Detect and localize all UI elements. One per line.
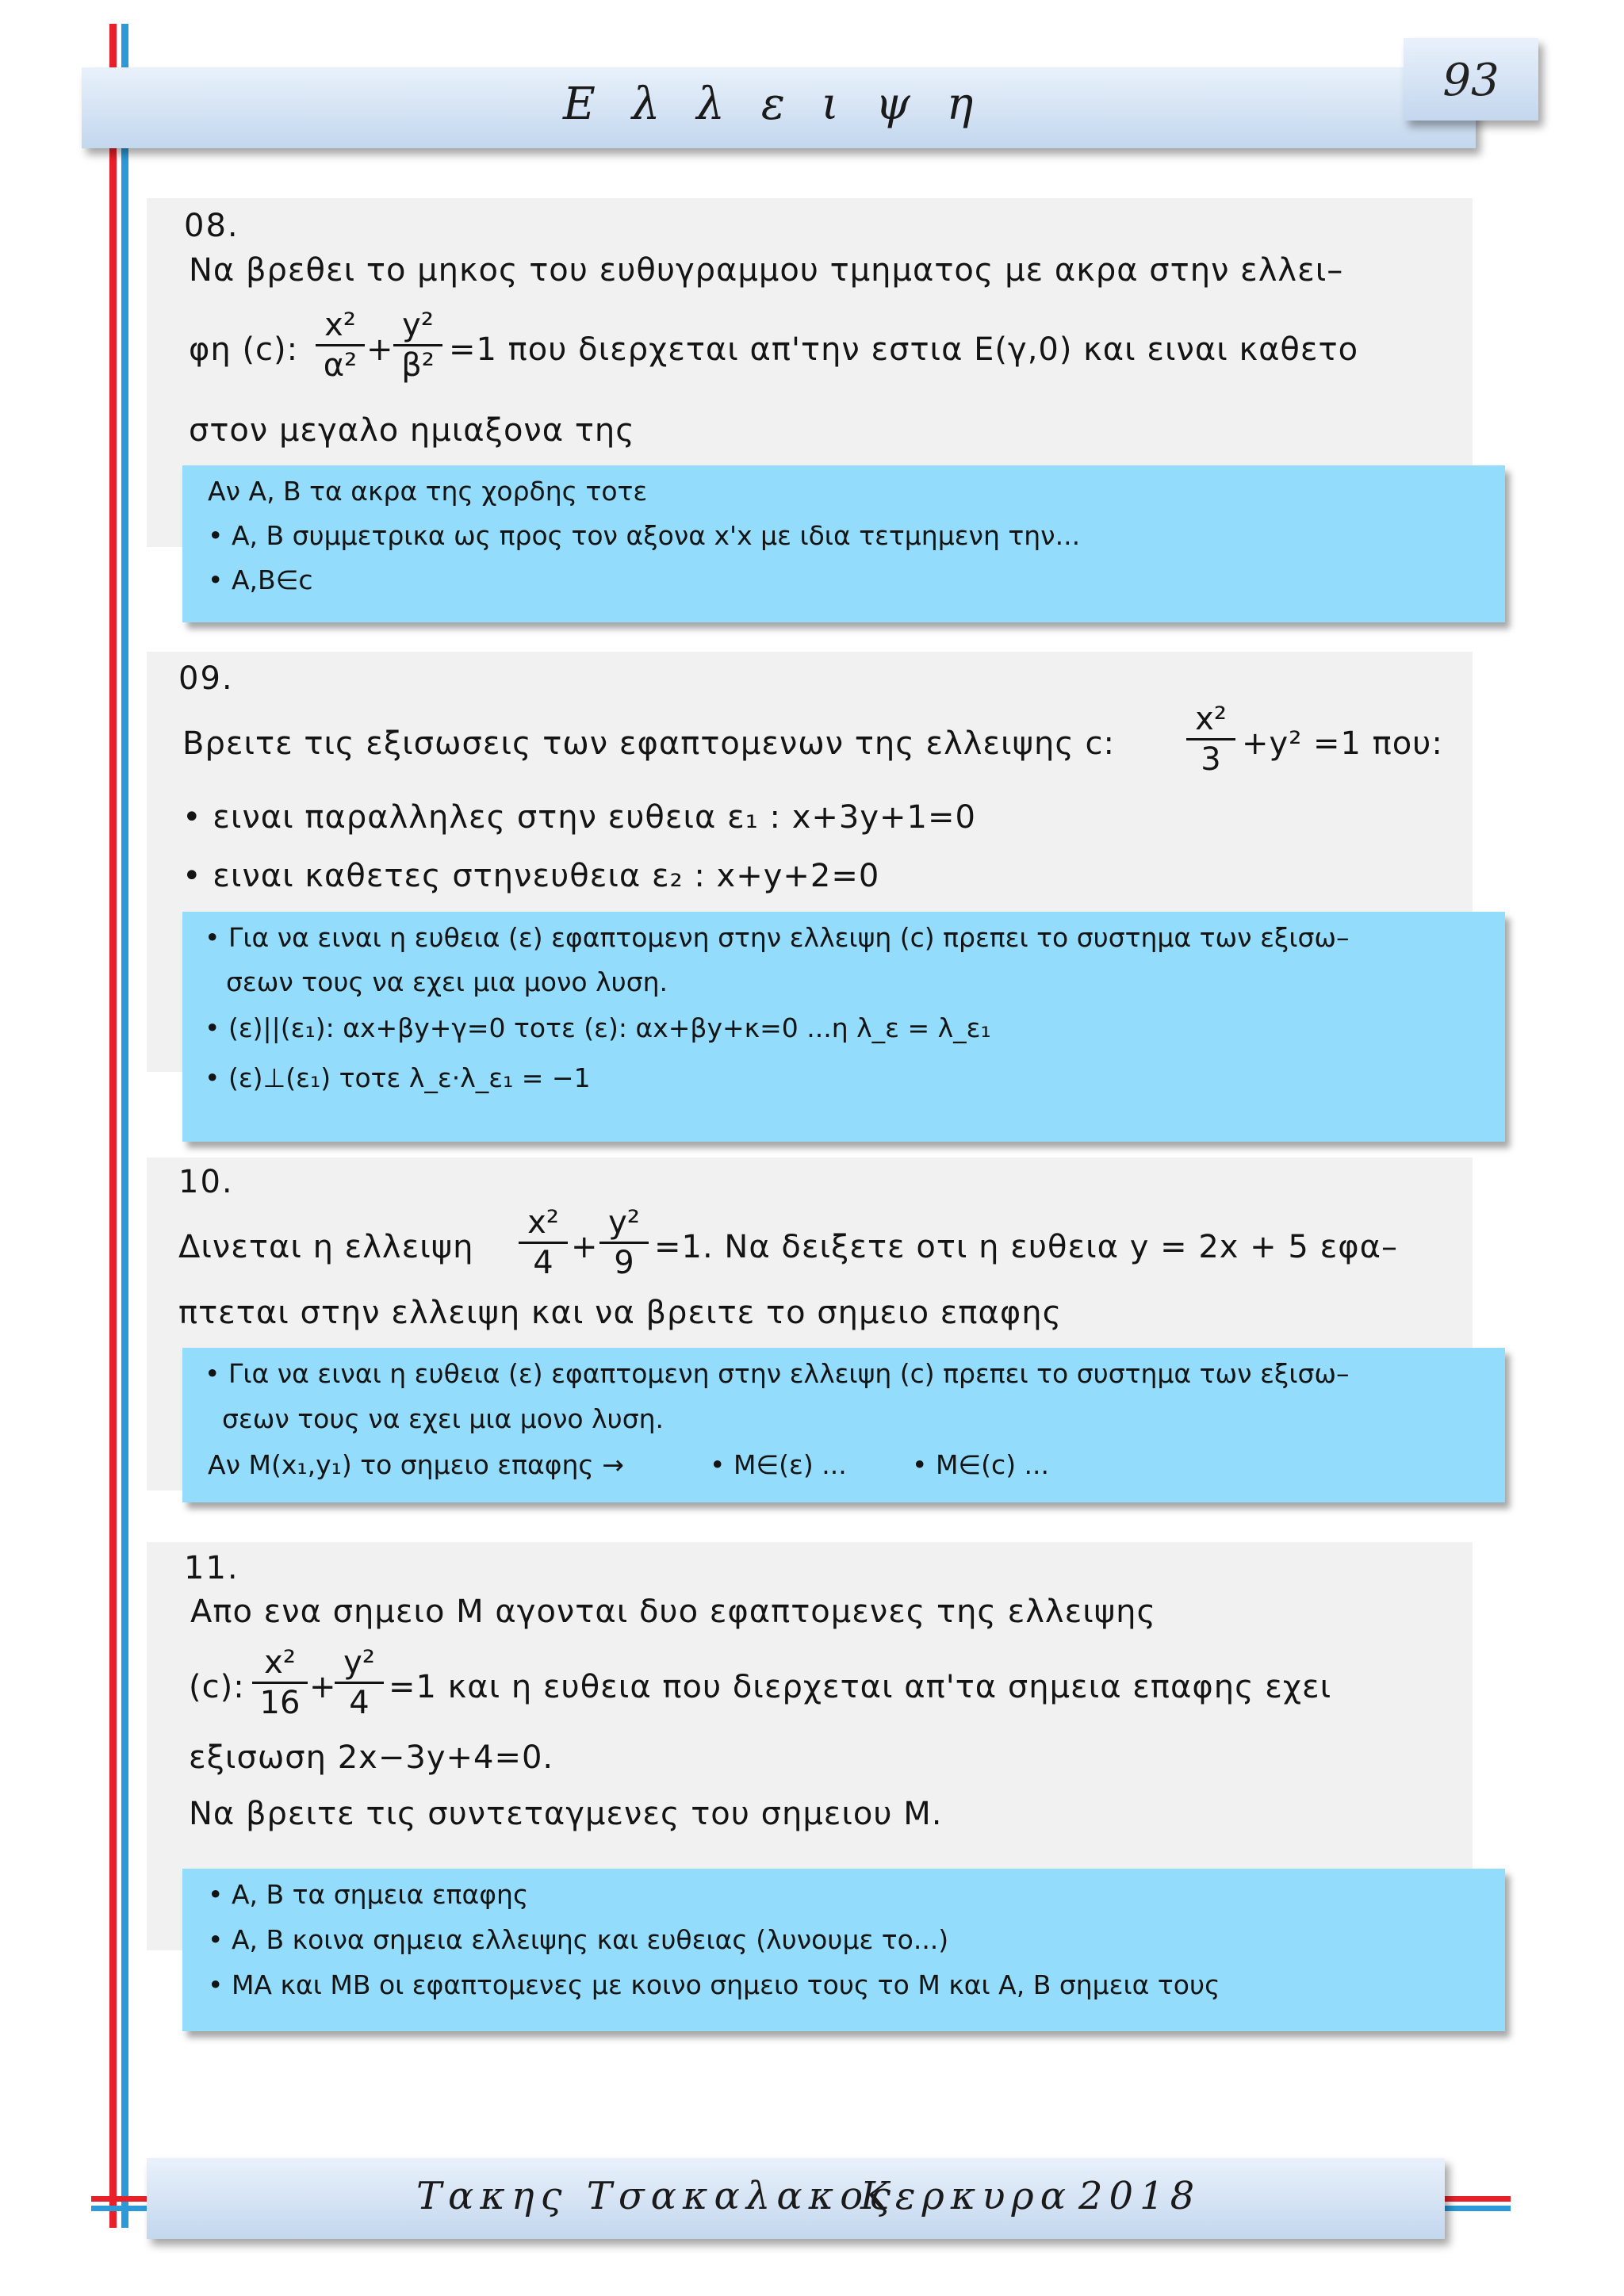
exercise-11-hint-line: • Α, Β τα σημεια επαφης <box>208 1879 529 1910</box>
exercise-11-line1: Απο ενα σημειο Μ αγονται δυο εφαπτομενες της ελλειψης <box>190 1594 1156 1630</box>
exercise-08-hint-line: • Α,Β∈c <box>208 564 313 595</box>
exercise-10-number: 10. <box>178 1164 234 1200</box>
exercise-08-line2-pre: φη (c): <box>189 331 299 368</box>
exercise-08-number: 08. <box>184 208 239 244</box>
exercise-11-number: 11. <box>184 1550 239 1586</box>
exercise-09-hint-line: σεων τους να εχει μια μονο λυση. <box>226 966 668 997</box>
exercise-09-bullet1: • ειναι παραλληλες στην ευθεια ε₁ : x+3y+1=0 <box>182 799 976 836</box>
exercise-08-fraction-x: x² α² <box>316 308 365 383</box>
exercise-11-line3: εξισωση 2x−3y+4=0. <box>189 1739 554 1776</box>
exercise-11-hint-line: • Α, Β κοινα σημεια ελλειψης και ευθειας (λυνουμε το...) <box>208 1924 949 1955</box>
exercise-10-plus: + <box>571 1229 599 1265</box>
exercise-10-fraction-y: y² 9 <box>599 1205 649 1280</box>
exercise-08-plus: + <box>366 331 394 368</box>
exercise-10-hint-line: • Μ∈(ε) ... <box>710 1449 847 1480</box>
exercise-08-hint-line: • Α, Β συμμετρικα ως προς τον αξονα x'x με ιδια τετμημενη την... <box>208 520 1081 551</box>
page-title: Ελλειψη <box>563 78 1010 130</box>
footer-year: 2018 <box>1078 2174 1201 2218</box>
exercise-09-number: 09. <box>178 660 234 697</box>
exercise-09-fraction: x² 3 <box>1186 702 1235 777</box>
exercise-09-line1-pre: Βρειτε τις εξισωσεις των εφαπτομενων της ελλειψης c: <box>182 725 1115 762</box>
exercise-10-line1-pre: Δινεται η ελλειψη <box>178 1229 474 1265</box>
exercise-11-plus: + <box>309 1669 337 1705</box>
exercise-11-hint-line: • ΜΑ και ΜΒ οι εφαπτομενες με κοινο σημειο τους το Μ και Α, Β σημεια τους <box>208 1969 1220 2000</box>
exercise-11-line2-pre: (c): <box>189 1669 245 1705</box>
exercise-10-hint-line: Αν Μ(x₁,y₁) το σημειο επαφης → <box>208 1449 624 1480</box>
exercise-11-fraction-y: y² 4 <box>335 1645 384 1720</box>
exercise-10-line1-post: =1. Να δειξετε οτι η ευθεια y = 2x + 5 εφα– <box>654 1229 1398 1265</box>
exercise-08-line2-post: =1 που διερχεται απ'την εστια Ε(γ,0) και ειναι καθετο <box>449 331 1359 368</box>
exercise-08-hint-line: Αν Α, Β τα ακρα της χορδης τοτε <box>208 476 648 507</box>
exercise-10-hint-line: • Μ∈(c) ... <box>912 1449 1050 1480</box>
exercise-08-line3: στον μεγαλο ημιαξονα της <box>189 412 635 449</box>
exercise-10-hint-line: • Για να ειναι η ευθεια (ε) εφαπτομενη στην ελλειψη (c) πρεπει το συστημα των εξισω– <box>205 1358 1350 1389</box>
left-blue-rule <box>121 24 128 2228</box>
footer-place: Κερκυρα <box>860 2174 1073 2218</box>
exercise-10-line2: πτεται στην ελλειψη και να βρειτε το σημειο επαφης <box>178 1295 1063 1331</box>
footer-author: Τακης Τσακαλακος <box>416 2174 897 2218</box>
exercise-11-line2-post: =1 και η ευθεια που διερχεται απ'τα σημεια επαφης εχει <box>389 1669 1332 1705</box>
exercise-09-line1-post: +y² =1 που: <box>1242 725 1443 762</box>
exercise-10-fraction-x: x² 4 <box>519 1205 568 1280</box>
left-red-rule <box>109 24 117 2228</box>
exercise-09-hint-line: • (ε)⊥(ε₁) τοτε λ_ε·λ_ε₁ = −1 <box>205 1062 591 1093</box>
exercise-08-fraction-y: y² β² <box>393 308 442 383</box>
exercise-09-hint-line: • Για να ειναι η ευθεια (ε) εφαπτομενη στην ελλειψη (c) πρεπει το συστημα των εξισω– <box>205 922 1350 953</box>
exercise-11-fraction-x: x² 16 <box>252 1645 308 1720</box>
exercise-09-hint-line: • (ε)||(ε₁): αx+βy+γ=0 τοτε (ε): αx+βy+κ=0 ...η λ_ε = λ_ε₁ <box>205 1012 991 1043</box>
exercise-11-line4: Να βρειτε τις συντεταγμενες του σημειου Μ. <box>189 1796 943 1832</box>
exercise-09-bullet2: • ειναι καθετες στηνευθεια ε₂ : x+y+2=0 <box>182 858 880 894</box>
exercise-08-line1: Να βρεθει το μηκος του ευθυγραμμου τμηματος με ακρα στην ελλει– <box>189 252 1344 289</box>
page-number: 93 <box>1442 55 1500 106</box>
exercise-10-hint-line: σεων τους να εχει μια μονο λυση. <box>222 1403 665 1434</box>
